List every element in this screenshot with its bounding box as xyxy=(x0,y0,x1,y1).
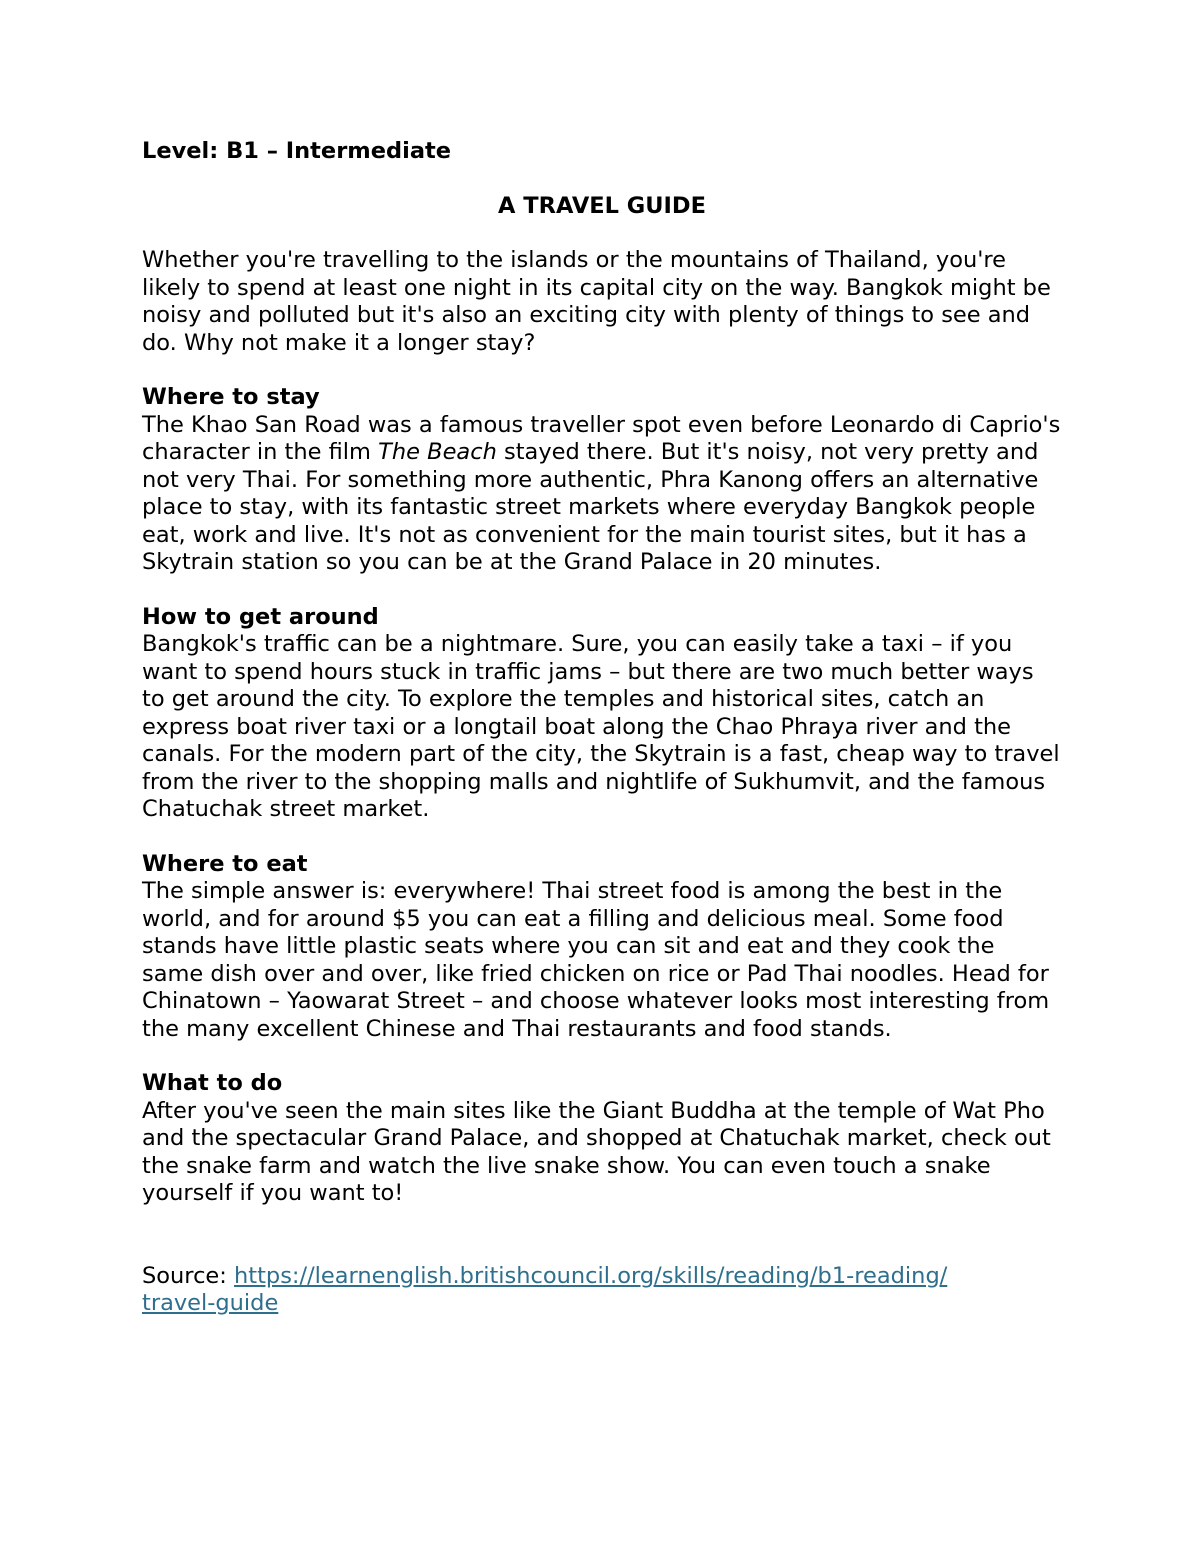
source-line xyxy=(142,1263,1062,1318)
section-heading: How to get around xyxy=(142,603,379,630)
intro-paragraph: Whether you're travelling to the islands or the mountains of Thailand, you're likely to spend at least one night in its capital city on the way. Bangkok might be noisy and polluted but it's also an exciting city with plenty of things to see and do. Why not make it a longer stay? xyxy=(142,247,1051,356)
section-paragraph xyxy=(142,412,1062,577)
level-label: Level: B1 – Intermediate xyxy=(142,138,452,164)
section-paragraph: The simple answer is: everywhere! Thai street food is among the best in the world, and for around $5 you can eat a filling and delicious meal. Some food stands have little plastic seats where you can sit and eat and they cook the same dish over and over, like fried chicken on rice or Pad Thai noodles. Head for Chinatown – Yaowarat Street – and choose whatever looks most interesting from the many excellent Chinese and Thai restaurants and food stands. xyxy=(142,878,1050,1042)
document-title: A TRAVEL GUIDE xyxy=(498,192,706,219)
section-heading: Where to stay xyxy=(142,384,320,410)
source-link-line-2: travel-guide xyxy=(142,1290,279,1316)
film-title: The Beach xyxy=(378,439,497,465)
section-paragraph: Bangkok's traffic can be a nightmare. Sure, you can easily take a taxi – if you want to spend hours stuck in traffic jams – but there are two much better ways to get around the city. To explore the temples and historical sites, catch an express boat river taxi or a longtail boat along the Chao Phraya river and the canals. For the modern part of the city, the Skytrain is a fast, cheap way to travel from the river to the shopping malls and nightlife of Sukhumvit, and the famous Chatuchak street market. xyxy=(142,631,1060,822)
document-page xyxy=(142,138,1062,1318)
source-link[interactable] xyxy=(142,1263,947,1317)
section-paragraph: After you've seen the main sites like the Giant Buddha at the temple of Wat Pho and the spectacular Grand Palace, and shopped at Chatuchak market, check out the snake farm and watch the live snake show. You can even touch a snake yourself if you want to! xyxy=(142,1097,1051,1206)
section-heading: What to do xyxy=(142,1070,283,1096)
paragraph-text: stayed there. But it's noisy, not very pretty and not very Thai. For something more authentic, Phra Kanong offers an alternative place to stay, with its fantastic street markets where everyday Bangkok people eat, work and live. It's not as convenient for the main tourist sites, but it has a Skytrain station so you can be at the Grand Palace in 20 minutes. xyxy=(142,439,1039,575)
paragraph-text: The Khao San Road was a famous traveller spot even before Leonardo di Caprio's character in the film xyxy=(142,411,1061,465)
source-label: Source: xyxy=(142,1262,235,1289)
section-where-to-stay xyxy=(142,384,1062,577)
section-heading: Where to eat xyxy=(142,850,308,877)
source-link-line-1: https://learnenglish.britishcouncil.org/skills/reading/b1-reading/ xyxy=(234,1262,948,1289)
section-what-to-do xyxy=(142,1070,1062,1208)
section-where-to-eat xyxy=(142,851,1062,1044)
section-how-to-get-around xyxy=(142,604,1062,824)
